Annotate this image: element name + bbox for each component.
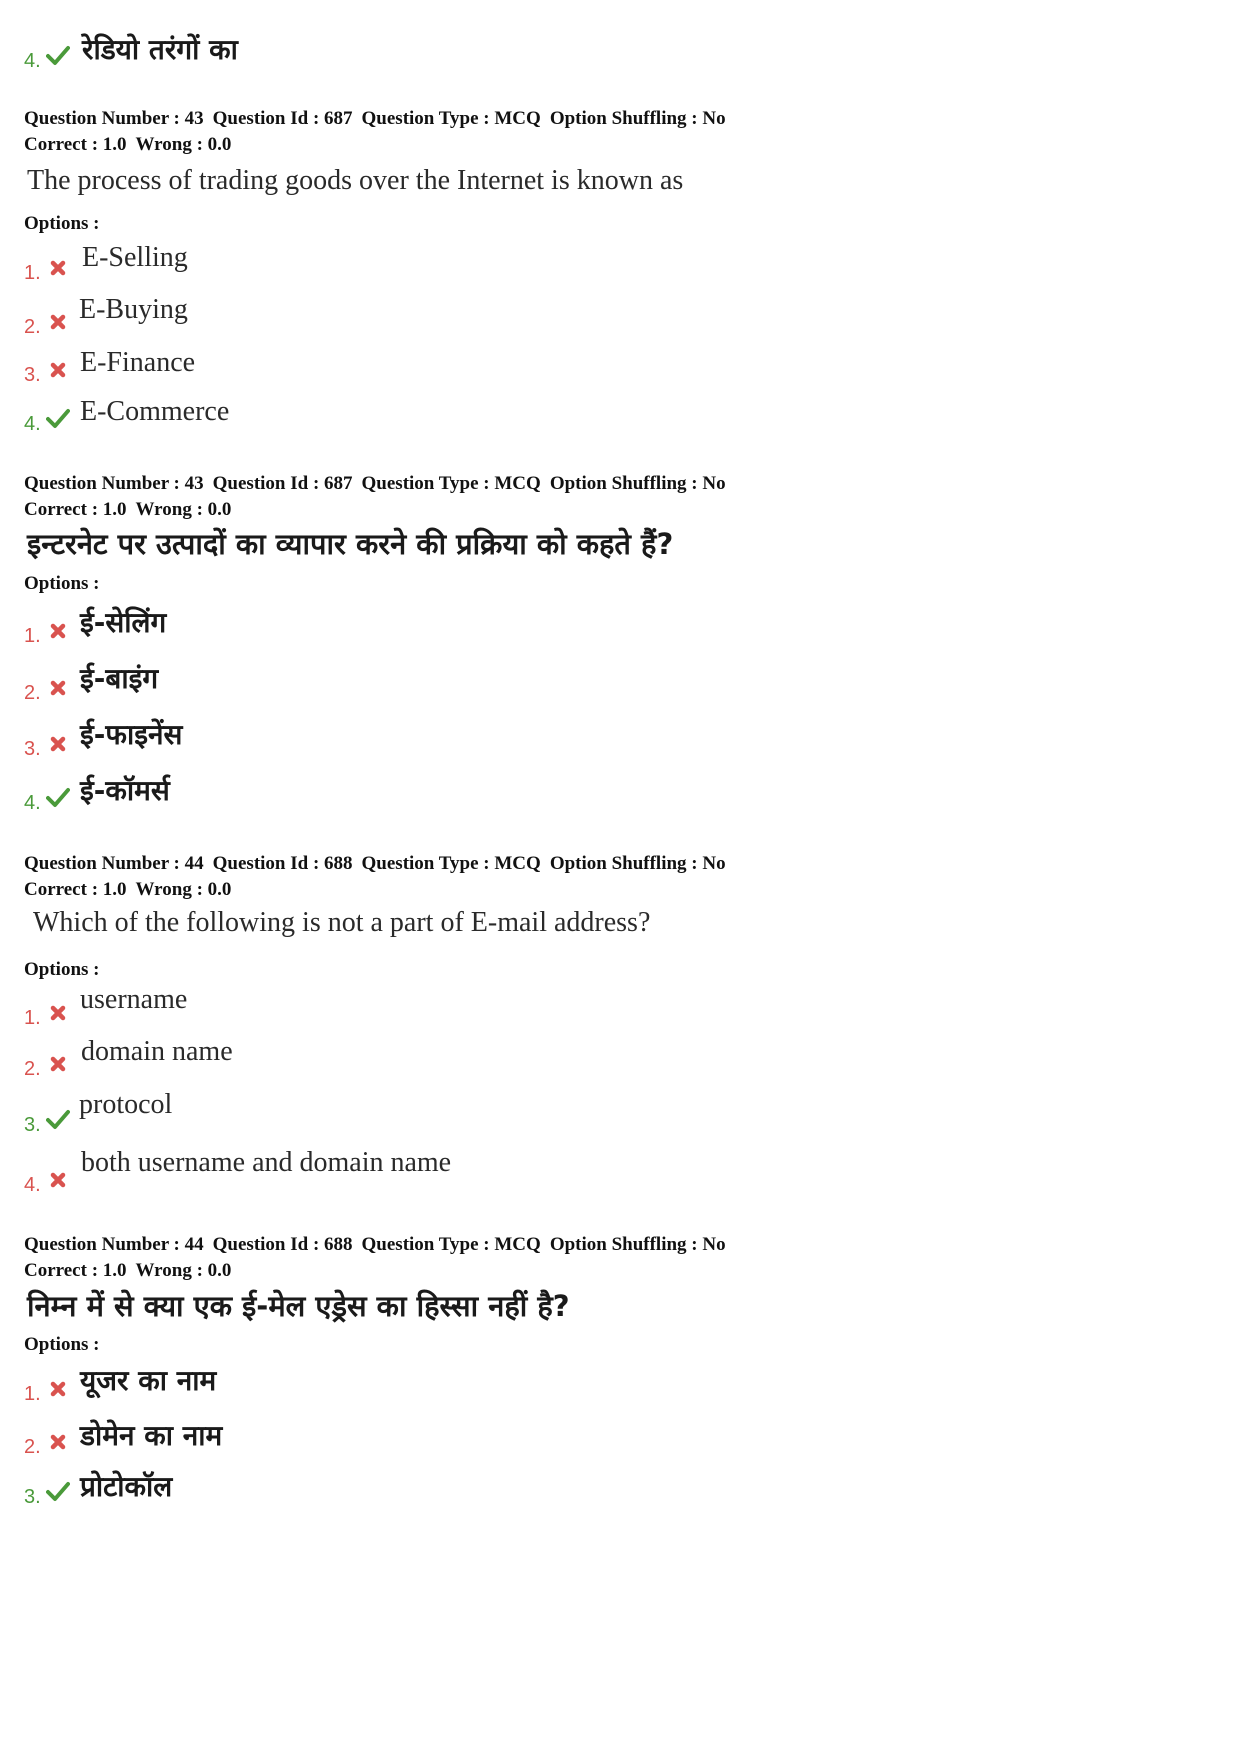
option-number: 1. (24, 1383, 41, 1405)
option-text: रेडियो तरंगों का (82, 33, 238, 66)
question-text: इन्टरनेट पर उत्पादों का व्यापार करने की प्रक्रिया को कहते हैं? (27, 527, 674, 561)
option-text: E-Finance (80, 347, 196, 378)
option-number: 1. (24, 262, 41, 284)
cross-icon (46, 677, 70, 699)
cross-icon (46, 1002, 70, 1024)
question-text: Which of the following is not a part of E-mail address? (33, 907, 651, 938)
cross-icon (46, 733, 70, 755)
options-label: Options : (24, 213, 100, 234)
options-label: Options : (24, 573, 100, 594)
option-number: 4. (24, 413, 41, 435)
question-meta-line2: Correct : 1.0 Wrong : 0.0 (24, 134, 232, 155)
checkmark-icon (46, 44, 70, 66)
option-number: 3. (24, 1114, 41, 1136)
checkmark-icon (46, 1108, 70, 1130)
option-number: 2. (24, 1436, 41, 1458)
cross-icon (46, 620, 70, 642)
option-number: 3. (24, 1486, 41, 1508)
question-meta-line1: Question Number : 44 Question Id : 688 Question Type : MCQ Option Shuffling : No (24, 1234, 726, 1255)
option-text: ई-कॉमर्स (80, 774, 170, 807)
cross-icon (46, 359, 70, 381)
checkmark-icon (46, 407, 70, 429)
option-number: 4. (24, 792, 41, 814)
question-meta-line2: Correct : 1.0 Wrong : 0.0 (24, 499, 232, 520)
cross-icon (46, 257, 70, 279)
option-text: E-Commerce (80, 396, 230, 427)
option-text: डोमेन का नाम (80, 1419, 223, 1452)
option-text: E-Selling (82, 242, 188, 273)
option-number: 1. (24, 625, 41, 647)
option-text: प्रोटोकॉल (80, 1470, 173, 1503)
option-text: यूजर का नाम (80, 1364, 217, 1397)
option-text: protocol (79, 1089, 173, 1120)
option-text: both username and domain name (81, 1147, 452, 1178)
option-number: 3. (24, 364, 41, 386)
options-label: Options : (24, 1334, 100, 1355)
question-text: निम्न में से क्या एक ई-मेल एड्रेस का हिस्सा नहीं है? (27, 1289, 570, 1323)
question-meta-line2: Correct : 1.0 Wrong : 0.0 (24, 879, 232, 900)
cross-icon (46, 311, 70, 333)
option-text: username (80, 984, 188, 1015)
cross-icon (46, 1053, 70, 1075)
cross-icon (46, 1378, 70, 1400)
option-number: 3. (24, 738, 41, 760)
option-text: ई-सेलिंग (80, 606, 167, 639)
question-meta-line1: Question Number : 44 Question Id : 688 Question Type : MCQ Option Shuffling : No (24, 853, 726, 874)
question-meta-line2: Correct : 1.0 Wrong : 0.0 (24, 1260, 232, 1281)
cross-icon (46, 1169, 70, 1191)
checkmark-icon (46, 1480, 70, 1502)
question-text: The process of trading goods over the Internet is known as (27, 165, 684, 196)
question-meta-line1: Question Number : 43 Question Id : 687 Question Type : MCQ Option Shuffling : No (24, 108, 726, 129)
option-number: 2. (24, 682, 41, 704)
option-text: domain name (81, 1036, 233, 1067)
checkmark-icon (46, 786, 70, 808)
option-text: ई-फाइनेंस (80, 718, 183, 751)
option-number: 1. (24, 1007, 41, 1029)
options-label: Options : (24, 959, 100, 980)
option-text: ई-बाइंग (80, 662, 159, 695)
option-number: 2. (24, 316, 41, 338)
option-number: 4. (24, 50, 41, 72)
question-meta-line1: Question Number : 43 Question Id : 687 Question Type : MCQ Option Shuffling : No (24, 473, 726, 494)
cross-icon (46, 1431, 70, 1453)
option-number: 2. (24, 1058, 41, 1080)
option-number: 4. (24, 1174, 41, 1196)
option-text: E-Buying (79, 294, 188, 325)
